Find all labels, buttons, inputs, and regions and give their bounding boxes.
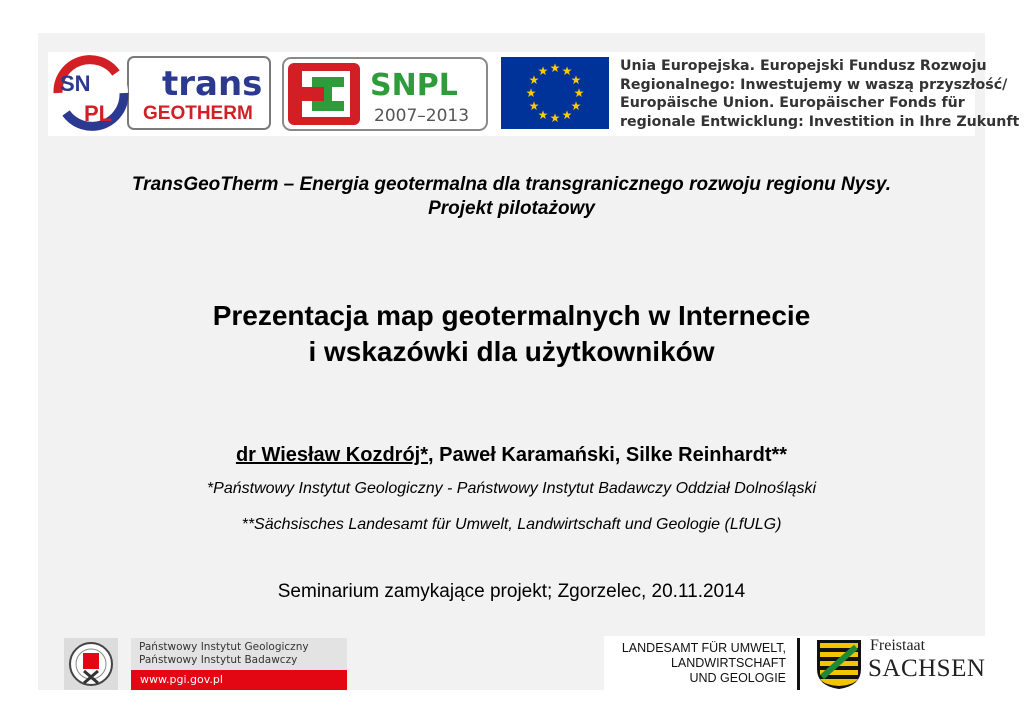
svg-text:★: ★ — [528, 99, 540, 113]
pgi-name-box — [131, 638, 347, 670]
sachsen-freistaat: Freistaat — [870, 637, 926, 654]
pgi-name-line-1: Państwowy Instytut Geologiczny — [139, 641, 309, 653]
svg-text:★: ★ — [549, 61, 561, 75]
geotherm-word: GEOTHERM — [143, 103, 253, 124]
affiliation-1: *Państwowy Instytut Geologiczny - Państwowy Instytut Badawczy Oddział Dolnośląski — [206, 480, 817, 497]
svg-text:★: ★ — [561, 64, 573, 78]
eu-flag-graphic — [501, 57, 609, 129]
svg-text:★: ★ — [573, 86, 585, 100]
affiliation-2: **Sächsisches Landesamt für Umwelt, Landwirtschaft und Geologie (LfULG) — [241, 516, 782, 533]
sachsen-coat-of-arms — [816, 639, 862, 689]
transgeotherm-logo-graphic — [50, 53, 272, 133]
svg-text:★: ★ — [528, 73, 540, 87]
trans-word: trans — [162, 64, 263, 104]
authors — [38, 442, 985, 468]
eu-funding-notice — [620, 57, 1020, 131]
project-title-line-1: TransGeoTherm – Energia geotermalna dla transgranicznego rozwoju regionu Nysy. — [131, 174, 892, 195]
lfulg-line-1: LANDESAMT FÜR UMWELT, — [621, 641, 786, 655]
lfulg-line-2: LANDWIRTSCHAFT — [670, 656, 786, 670]
svg-text:★: ★ — [570, 73, 582, 87]
lfulg-name — [600, 641, 786, 686]
pl-label: PL — [84, 101, 113, 126]
presentation-title-line-1: Prezentacja map geotermalnych w Internecie — [212, 300, 811, 331]
project-title-line-2: Projekt pilotażowy — [428, 198, 595, 219]
sachsen-shield-icon — [816, 639, 862, 689]
eu-notice-line-2: Regionalnego: Inwestujemy w waszą przyszłość/ — [620, 76, 1008, 93]
pgi-url-link[interactable]: www.pgi.gov.pl — [131, 670, 347, 690]
svg-text:★: ★ — [537, 108, 549, 122]
eu-notice-line-1: Unia Europejska. Europejski Fundusz Rozwoju — [620, 58, 987, 74]
eu-flag — [501, 57, 609, 129]
eu-notice-line-4: regionale Entwicklung: Investition in Ihre Zukunft — [620, 113, 1020, 130]
sachsen-name: SACHSEN — [868, 655, 986, 682]
svg-text:★: ★ — [570, 99, 582, 113]
snpl-logo-graphic — [282, 57, 488, 131]
event-line: Seminarium zamykające projekt; Zgorzelec, 20.11.2014 — [277, 581, 746, 602]
snpl-logo — [282, 57, 488, 131]
svg-text:★: ★ — [561, 108, 573, 122]
presenter-name: dr Wiesław Kozdrój* — [235, 444, 429, 466]
snpl-years: 2007–2013 — [374, 106, 470, 126]
snpl-word: SNPL — [370, 68, 458, 103]
transgeotherm-logo — [50, 53, 272, 133]
sn-label: SN — [60, 71, 91, 96]
co-authors: , Paweł Karamański, Silke Reinhardt** — [428, 444, 788, 466]
pgi-name-line-2: Państwowy Instytut Badawczy — [139, 654, 298, 666]
footer-divider — [797, 638, 800, 690]
project-title — [38, 173, 985, 221]
pgi-emblem — [64, 638, 118, 690]
lfulg-line-3: UND GEOLOGIE — [689, 671, 786, 685]
svg-text:★: ★ — [525, 86, 537, 100]
svg-text:★: ★ — [537, 64, 549, 78]
eu-notice-line-3: Europäische Union. Europäischer Fonds für — [620, 95, 965, 111]
presentation-title — [38, 298, 985, 370]
svg-text:★: ★ — [549, 111, 561, 125]
sachsen-wordmark — [868, 637, 986, 683]
pgi-emblem-icon — [64, 638, 118, 690]
presentation-title-line-2: i wskazówki dla użytkowników — [308, 336, 715, 367]
